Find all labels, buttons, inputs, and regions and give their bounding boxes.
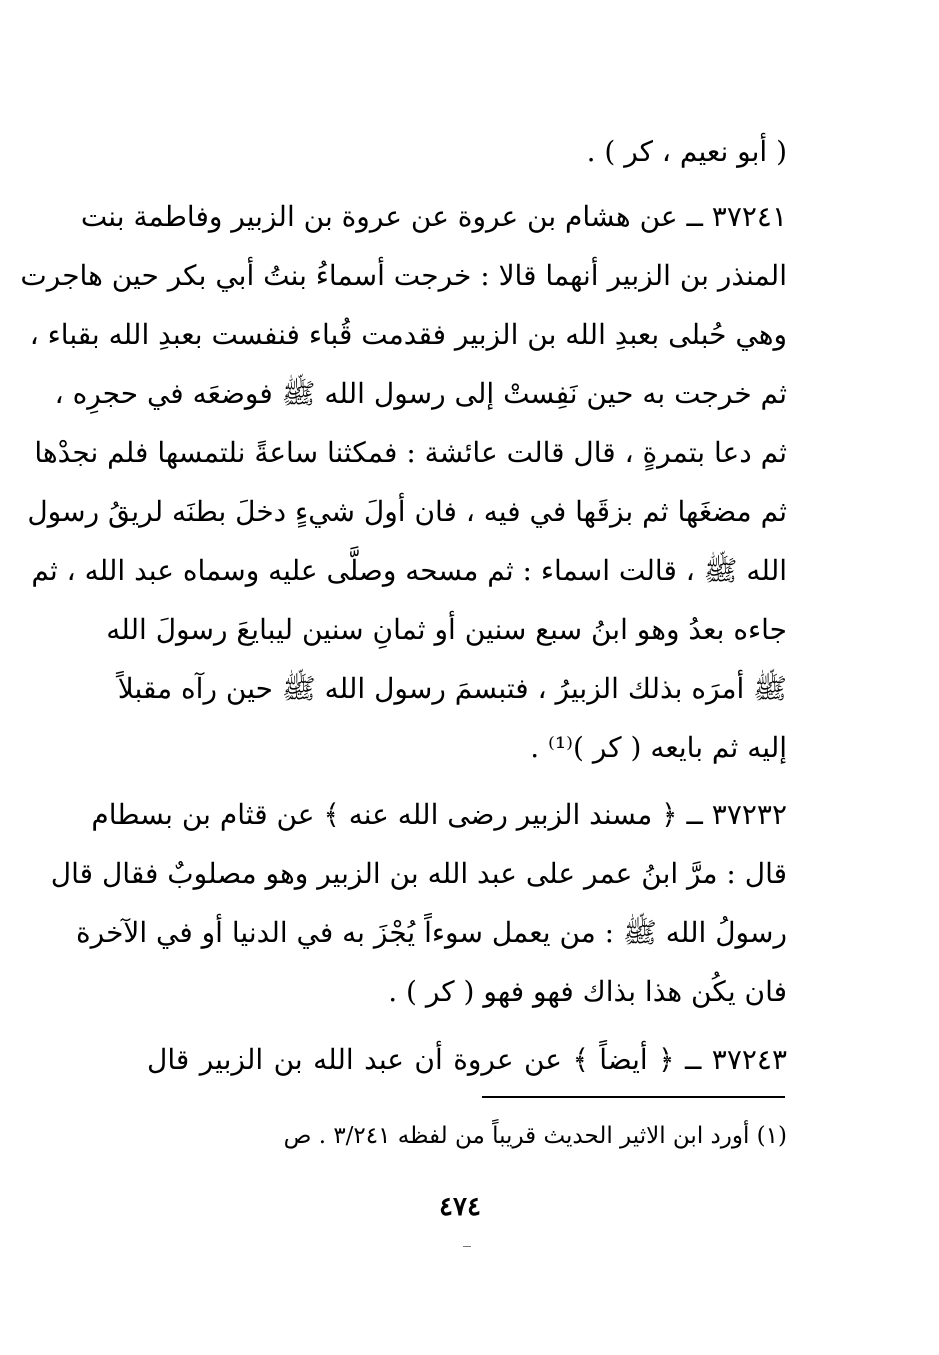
hadith-37241-line-8: جاءه بعدُ وهو ابنُ سبع سنين أو ثمانِ سنين ليبايعَ رسولَ الله: [106, 613, 787, 646]
hadith-37243-line-1: ٣٧٢٤٣ ــ ﴿ أيضاً ﴾ عن عروة أن عبد الله بن الزبير قال: [147, 1043, 787, 1076]
hadith-37232-line-1: ٣٧٢٣٢ ــ ﴿ مسند الزبير رضى الله عنه ﴾ عن قثام بن بسطام: [91, 798, 787, 831]
page-number: ٤٧٤: [439, 1192, 481, 1222]
hadith-37241-line-1: ٣٧٢٤١ ــ عن هشام بن عروة عن عروة بن الزبير وفاطمة بنت: [80, 200, 787, 233]
hadith-37241-line-6: ثم مضغَها ثم بزقَها في فيه ، فان أولَ شيءٍ دخلَ بطنَه لريقُ رسول: [27, 495, 787, 528]
hadith-37241-line-10: إليه ثم بايعه ( كر )⁽¹⁾ .: [530, 731, 787, 764]
footnote: (١) أورد ابن الاثير الحديث قريباً من لفظه ٣/٢٤١ . ص: [283, 1123, 787, 1149]
hadith-37232-line-3: رسولُ الله ﷺ : من يعمل سوءاً يُجْزَ به في الدنيا أو في الآخرة: [75, 916, 787, 949]
hadith-37241-line-5: ثم دعا بتمرةٍ ، قال قالت عائشة : فمكثنا ساعةً نلتمسها فلم نجدْها: [34, 436, 787, 469]
text-line-citation: ( أبو نعيم ، كر ) .: [586, 135, 787, 168]
hadith-37232-line-4: فان يكُن هذا بذاك فهو فهو ( كر ) .: [388, 975, 787, 1008]
hadith-37241-line-3: وهي حُبلى بعبدِ الله بن الزبير فقدمت قُباء فنفست بعبدِ الله بقباء ،: [29, 318, 787, 351]
print-mark: [463, 1246, 471, 1247]
hadith-37241-line-7: الله ﷺ ، قالت اسماء : ثم مسحه وصلَّى عليه وسماه عبد الله ، ثم: [31, 554, 787, 587]
hadith-37232-line-2: قال : مرَّ ابنُ عمر على عبد الله بن الزبير وهو مصلوبٌ فقال قال: [50, 857, 787, 890]
footnote-divider: [482, 1096, 785, 1098]
hadith-37241-line-4: ثم خرجت به حين نَفِستْ إلى رسول الله ﷺ فوضعَه في حجرِه ،: [54, 377, 787, 410]
hadith-37241-line-9: ﷺ أمرَه بذلك الزبيرُ ، فتبسمَ رسول الله ﷺ حين رآه مقبلاً: [117, 672, 787, 705]
hadith-37241-line-2: المنذر بن الزبير أنهما قالا : خرجت أسماءُ بنتُ أبي بكر حين هاجرت: [20, 259, 787, 292]
